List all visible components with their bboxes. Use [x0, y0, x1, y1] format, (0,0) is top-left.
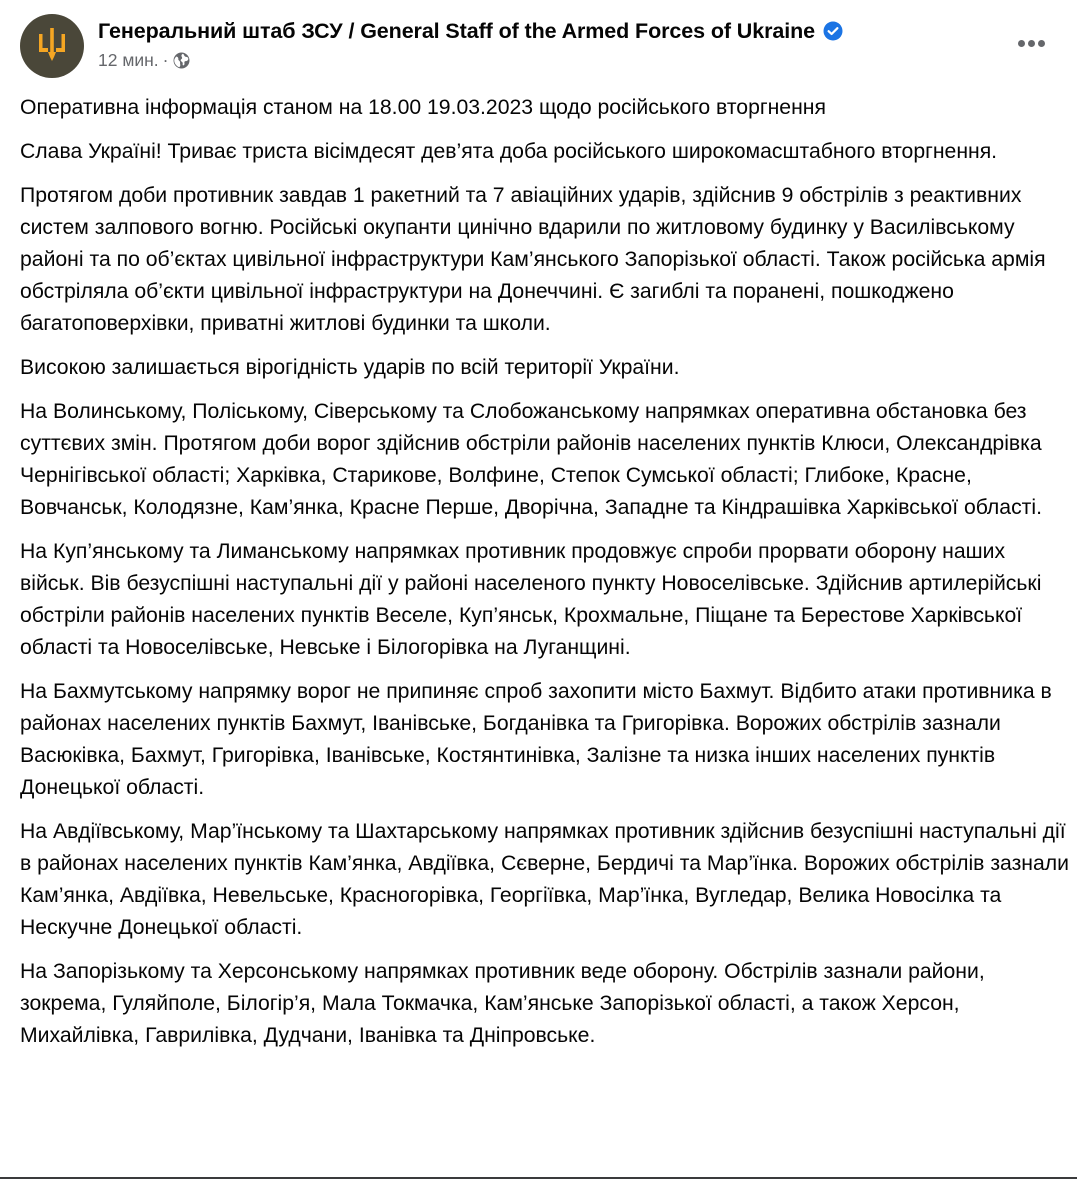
author-line [98, 15, 843, 47]
post-paragraph: Слава Україні! Триває триста вісімдесят дев’ята доба російського широкомасштабного вторгнення. [20, 140, 998, 163]
post-paragraph: Протягом доби противник завдав 1 ракетний та 7 авіаційних ударів, здійснив 9 обстрілів з реактивних систем залпового вогню. Російські окупанти цинічно вдарили по житловому будинку у Василівському районі та по об’єктах цивільної інфраструктури Кам’янського Запорізької області. Також російська армія обстріляла об’єкти цивільної інфраструктури на Донеччині. Є загиблі та поранені, пошкоджено багатоповерхівки, приватні житлові будинки та школи. [20, 184, 1046, 335]
post-paragraph: На Куп’янському та Лиманському напрямках противник продовжує спроби прорвати оборону наших військ. Вів безуспішні наступальні дії у районі населеного пункту Новоселівське. Здійснив артилерійські обстріли районів населених пунктів Веселе, Куп’янськ, Крохмальне, Піщане та Берестове Харківської області та Новоселівське, Невське і Білогорівка на Луганщині. [20, 540, 1042, 659]
post-paragraph-title: Оперативна інформація станом на 18.00 19.03.2023 щодо російського вторгнення [20, 96, 826, 119]
trident-icon [37, 28, 67, 64]
post-header [20, 14, 1057, 80]
more-options-icon [1018, 40, 1045, 47]
avatar[interactable] [20, 14, 84, 78]
post-paragraph: На Волинському, Поліському, Сіверському та Слобожанському напрямках оперативна обстановка без суттєвих змін. Протягом доби ворог здійснив обстріли районів населених пунктів Клюси, Олександрівка Чернігівської області; Харківка, Старикове, Волфине, Степок Сумської області; Глибоке, Красне, Вовчанськ, Колодязне, Кам’янка, Красне Перше, Дворічна, Западне та Кіндрашівка Харківської області. [20, 400, 1042, 519]
post-body [20, 92, 1070, 1064]
more-options-button[interactable] [1011, 28, 1051, 58]
globe-icon[interactable] [173, 52, 190, 69]
post-paragraph: На Бахмутському напрямку ворог не припиняє спроб захопити місто Бахмут. Відбито атаки противника в районах населених пунктів Бахмут, Іванівське, Богданівка та Григорівка. Ворожих обстрілів зазнали Васюківка, Бахмут, Григорівка, Іванівське, Костянтинівка, Залізне та низка інших населених пунктів Донецької області. [20, 680, 1052, 799]
post-paragraph: На Авдіївському, Мар’їнському та Шахтарському напрямках противник здійснив безуспішні наступальні дії в районах населених пунктів Кам’янка, Авдіївка, Сєверне, Бердичі та Мар’їнка. Ворожих обстрілів зазнали Кам’янка, Авдіївка, Невельське, Красногорівка, Георгіївка, Мар’їнка, Вугледар, Велика Новосілка та Нескучне Донецької області. [20, 820, 1069, 939]
author-name-link[interactable]: Генеральний штаб ЗСУ / General Staff of the Armed Forces of Ukraine [98, 18, 815, 43]
verified-badge-icon [823, 21, 843, 41]
author-block [98, 15, 843, 73]
post-meta [98, 47, 843, 73]
post-timestamp[interactable]: 12 мин. [98, 49, 159, 70]
post-paragraph: Високою залишається вірогідність ударів по всій території України. [20, 356, 680, 379]
post-paragraph: На Запорізькому та Херсонському напрямках противник веде оборону. Обстрілів зазнали райони, зокрема, Гуляйполе, Білогір’я, Мала Токмачка, Кам’янське Запорізької області, а також Херсон, Михайлівка, Гаврилівка, Дудчани, Іванівка та Дніпровське. [20, 960, 985, 1047]
meta-separator: · [162, 49, 169, 70]
